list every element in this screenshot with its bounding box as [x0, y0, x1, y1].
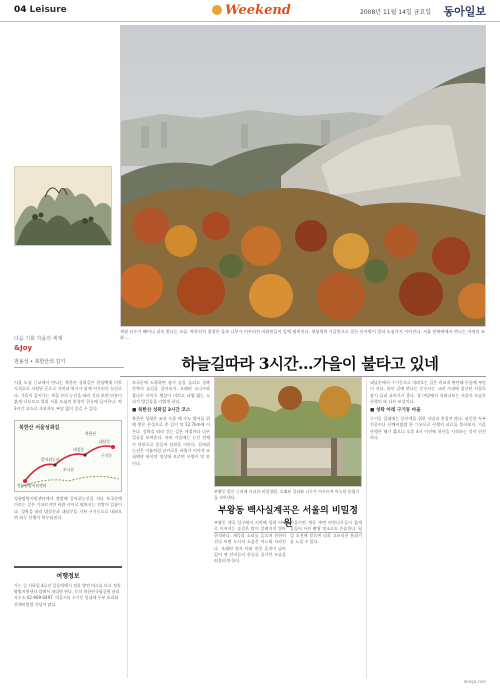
- section-name: Leisure: [29, 5, 67, 15]
- newspaper-logo: 동아일보: [443, 5, 486, 18]
- hero-caption: 세월 산수가 빼어나 더욱 빛나는 모습. 북한산의 절경은 돌과 나무가 어우러진 바위봉들이 앞에 펼쳐진다. 형형색색 가을빛으로 물든 산자락이 멀리 도심까지 이어진다. 서울 한복판에서 만나는 자연의 조화 …: [120, 329, 485, 340]
- hero-photo-bukhansan: [120, 25, 486, 327]
- column-1-top: 서울 도심 근교에서 만나는 북한산 성곽길은 한성백제 이후 사적으로 지정된 곳으로 자연과 역사가 함께 어우러진 등산로다. 가을이 깊어가는 계절 산의 능선을 따라 걷다 보면 단풍이 붉게 타오르고 멀리 서울 도심의 풍경이 한눈에 들어온다. 약 3시간 코스로 초보자도 부담 없이 즐길 수 있다.: [14, 380, 122, 411]
- column-divider-2: [366, 380, 367, 678]
- map-label-ridge: 칼바위능선: [41, 457, 60, 462]
- map-label-start: 정릉탐방지원센터: [17, 483, 47, 488]
- travel-info-title: 여행정보: [56, 573, 80, 580]
- footer-site: donga.com: [463, 679, 486, 684]
- weekend-brand: Weekend: [212, 3, 291, 18]
- column-3b: 가을이면 계곡 주변 단풍나무들이 붉게 물들어 사진 촬영 명소로도 손꼽힌다. 평일 오전에 찾으면 더욱 고즈넉한 분위기를 느낄 수 있다.: [290, 520, 362, 545]
- map-label-mountain: 북한산: [85, 431, 97, 436]
- column-logo: [14, 335, 112, 375]
- travel-info-text: 가는 길 지하철 4호선 길음역에서 정릉 방면 버스를 타고 정릉탐방지원센터 앞에서 내리면 된다. 문의 북한산국립공원 관리사무소 02-909-0497. 먹을거리 구기동 일대에 두부 요리와 산채비빔밥 식당이 많다.: [14, 583, 121, 607]
- secret-garden-photo: [214, 377, 362, 487]
- map-label-gate2: 대성문: [73, 447, 85, 452]
- column-1-mid: 정릉탐방지원센터에서 출발해 칼바위능선을 지나 보국문에 이르는 길은 가파르지만 바위 사이로 펼쳐지는 전망이 일품이다. 성곽을 따라 대성문과 대남문을 거쳐 구기동으로 내려오면 하루 산행이 마무리된다.: [14, 496, 122, 521]
- map-label-gate1: 보국문: [63, 467, 75, 472]
- headline: 하늘길따라 3시간…가을이 불타고 있네: [181, 354, 439, 373]
- map-label-gate3: 대남문: [99, 439, 111, 444]
- issue-date: 2008년 11월 14일 금요일: [360, 9, 432, 16]
- column-4: 대남문에서 구기동으로 내려오는 길은 비교적 완만해 무릎에 부담이 적다. 하산 길에 만나는 문수사는 고려 시대에 창건된 사찰로 잠시 들러 쉬어가기 좋다. 절 마당에서 내려다보는 서울의 모습은 산행의 또 다른 보상이다. ■ 성곽 아래 구기동 마을 구기동 일대에는 등산객을 위한 식당과 찻집이 많다. 따뜻한 두부전골이나 산채비빔밥 한 그릇으로 산행의 피로를 풀어보자. 가을 산행은 해가 짧으니 오후 4시 이전에 하산을 시작하는 것이 안전하다.: [370, 380, 486, 441]
- photo2-caption: 부왕동 암문 근처에 자리한 비밀정원. 오래된 성터와 나무가 어우러져 아늑한 분위기를 자아낸다.: [214, 489, 360, 500]
- map-title: 북한산 서울성곽길: [19, 425, 60, 431]
- route-map: [14, 420, 122, 492]
- joy-logo: &Joy: [14, 344, 33, 352]
- column-4-heading: ■ 성곽 아래 구기동 마을: [370, 407, 421, 413]
- travel-info-box: [14, 566, 122, 674]
- map-label-end: 구기동: [101, 453, 113, 458]
- column-3a: 부왕동 계곡 입구에서 시작해 성곽 아래로 이어지는 숲길은 많이 알려지지 않아 한적하다. 계곡물 소리를 들으며 천천히 걷다 보면 도시의 소음은 어느새 사라진다. 오래된 정자 터와 연못 흔적이 남아 있어 옛 선비들이 풍류를 즐기던 모습을 떠올리게 한다.: [214, 520, 286, 564]
- column-2: 보국문에 도착하면 잠시 숨을 돌리고 성곽 안쪽의 숲길을 걸어보자. 오래된 소나무와 참나무 사이로 햇살이 비치고 낙엽 밟는 소리가 발걸음을 가볍게 한다. ■ 북한산 성곽길 3시간 코스 북한산 성곽은 조선 숙종 때 수도 방어를 위해 쌓은 산성으로 총 길이 약 12.7km에 이른다. 성곽을 따라 걷는 길은 계절마다 다른 얼굴을 보여준다. 특히 가을에는 능선 전체가 단풍으로 물들어 장관을 이룬다. 칼바위능선은 이름처럼 날카로운 바위가 이어져 조심해야 하지만 정상에 오르면 사방이 탁 트인다.: [132, 380, 210, 466]
- author-line: 전용성 • 북한산의 길기: [14, 358, 124, 368]
- series-label: 다음 기회 가을의 세계: [14, 336, 63, 342]
- page-number: 04 Leisure: [14, 5, 67, 15]
- landscape-painting: [14, 166, 112, 246]
- subheadline: 부왕동 백사실계곡은 서울의 비밀정원: [214, 503, 362, 533]
- column-divider: [127, 380, 128, 678]
- masthead: [0, 0, 500, 22]
- sun-icon: [212, 5, 222, 15]
- column-2-heading: ■ 북한산 성곽길 3시간 코스: [132, 407, 191, 413]
